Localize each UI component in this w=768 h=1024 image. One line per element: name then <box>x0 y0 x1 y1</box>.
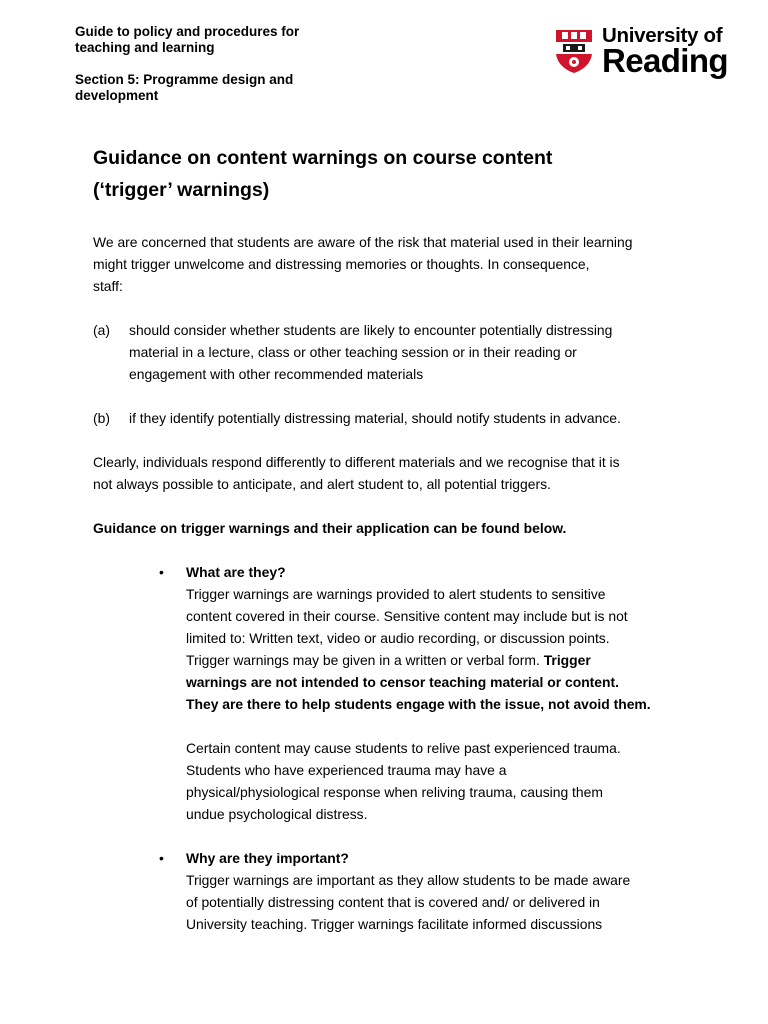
text-line: Students who have experienced trauma may have a <box>186 762 507 778</box>
text-line: University teaching. Trigger warnings facilitate informed discussions <box>186 916 603 932</box>
text-line: material in a lecture, class or other teaching session or in their reading or <box>129 344 577 360</box>
header-line: Section 5: Programme design and <box>75 72 294 87</box>
university-logo <box>554 24 730 80</box>
logo-text-line1: University of <box>602 24 723 47</box>
text-line: Clearly, individuals respond differently to different materials and we recognise that it is <box>93 454 620 470</box>
list-item-b <box>93 407 693 429</box>
bullet-icon: • <box>159 564 164 580</box>
text-line: staff: <box>93 278 123 294</box>
bullet-heading: What are they? <box>186 564 286 580</box>
clearly-paragraph <box>93 451 693 495</box>
text-line: engagement with other recommended materials <box>129 366 424 382</box>
bullet-heading: Why are they important? <box>186 850 349 866</box>
text-line: physical/physiological response when reliving trauma, causing them <box>186 784 603 800</box>
text-line: content covered in their course. Sensitive content may include but is not <box>186 608 628 624</box>
text-line: Trigger warnings are important as they allow students to be made aware <box>186 872 631 888</box>
crest-icon <box>554 28 594 74</box>
text-line: if they identify potentially distressing material, should notify students in advance. <box>129 410 621 426</box>
text-line: should consider whether students are likely to encounter potentially distressing <box>129 322 613 338</box>
list-item-a <box>93 319 693 385</box>
text-line: undue psychological distress. <box>186 806 368 822</box>
header-line: teaching and learning <box>75 40 215 55</box>
text-line: limited to: Written text, video or audio recording, or discussion points. <box>186 630 610 646</box>
text-line: Certain content may cause students to relive past experienced trauma. <box>186 740 621 756</box>
bold-segment: Trigger <box>543 652 591 668</box>
document-header <box>75 24 299 104</box>
text-line: not always possible to anticipate, and alert student to, all potential triggers. <box>93 476 551 492</box>
bold-line: warnings are not intended to censor teaching material or content. <box>186 674 619 690</box>
list-label: (b) <box>93 410 110 426</box>
text-line: Trigger warnings are warnings provided to alert students to sensitive <box>186 586 606 602</box>
header-line: Guide to policy and procedures for <box>75 24 300 39</box>
title-line2: (‘trigger’ warnings) <box>93 179 270 201</box>
bullet-icon: • <box>159 850 164 866</box>
document-body <box>93 231 693 935</box>
text-line: We are concerned that students are aware of the risk that material used in their learning <box>93 234 633 250</box>
bullet-what-are-they <box>93 561 693 825</box>
mixed-line <box>186 649 693 671</box>
page-title <box>93 142 693 206</box>
title-line1: Guidance on content warnings on course content <box>93 147 553 169</box>
text-segment: Trigger warnings may be given in a written or verbal form. <box>186 652 544 668</box>
intro-paragraph <box>93 231 693 297</box>
text-line: of potentially distressing content that is covered and/ or delivered in <box>186 894 600 910</box>
text-line: Guidance on trigger warnings and their application can be found below. <box>93 520 567 536</box>
text-line: might trigger unwelcome and distressing memories or thoughts. In consequence, <box>93 256 590 272</box>
bold-line: They are there to help students engage with the issue, not avoid them. <box>186 696 651 712</box>
logo-text-line2: Reading <box>602 42 728 79</box>
header-line: development <box>75 88 159 103</box>
guidance-heading <box>93 517 693 539</box>
list-label: (a) <box>93 322 110 338</box>
bullet-why-important <box>93 847 693 935</box>
